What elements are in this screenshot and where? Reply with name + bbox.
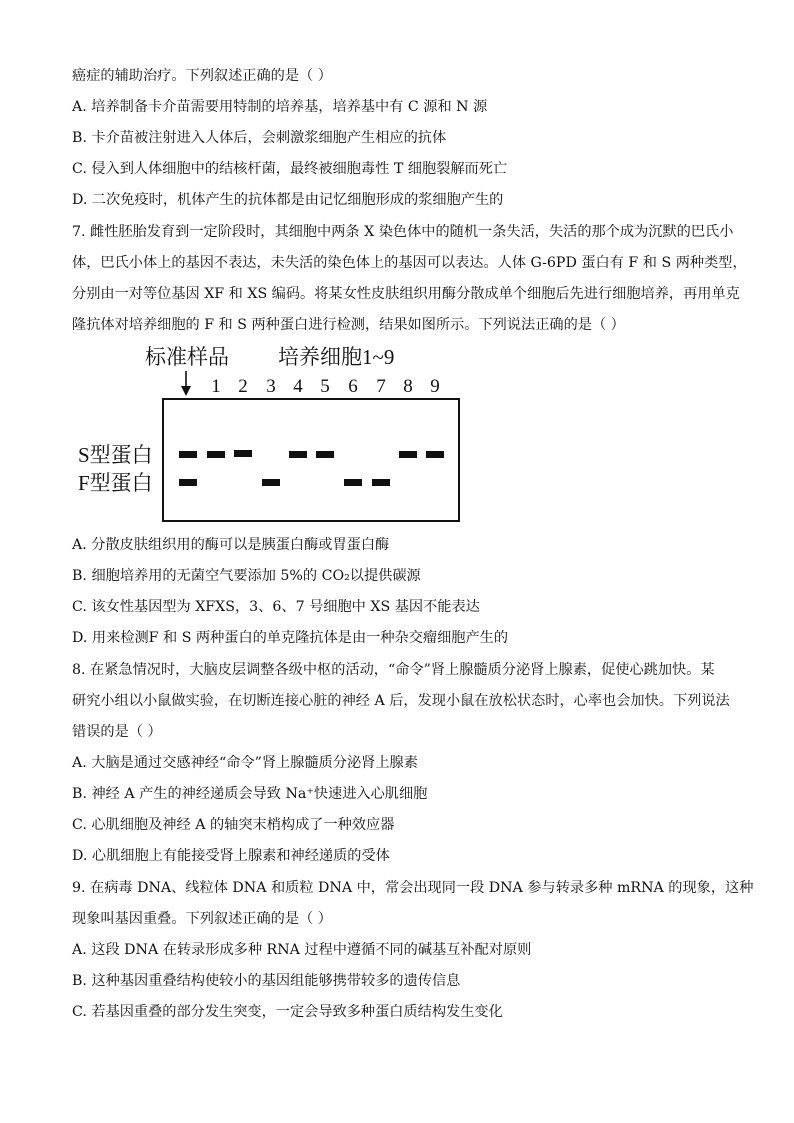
band-f-lane-3	[262, 479, 280, 486]
q8-option-c: C. 心肌细胞及神经 A 的轴突末梢构成了一种效应器	[72, 817, 395, 833]
lane-number-9: 9	[430, 376, 440, 397]
s-type-protein-label: S型蛋白	[78, 443, 153, 467]
q6-option-a: A. 培养制备卡介苗需要用特制的培养基，培养基中有 C 源和 N 源	[72, 99, 488, 115]
q9-option-a: A. 这段 DNA 在转录形成多种 RNA 过程中遵循不同的碱基互补配对原则	[72, 942, 532, 958]
band-s-lane-2	[234, 450, 252, 457]
q7-option-a: A. 分散皮肤组织用的酶可以是胰蛋白酶或胃蛋白酶	[72, 537, 390, 553]
q6-option-b: B. 卡介苗被注射进入人体后，会刺激浆细胞产生相应的抗体	[72, 130, 447, 146]
q6-stem-end: 癌症的辅助治疗。下列叙述正确的是（ ）	[72, 68, 332, 84]
band-s-lane-1	[207, 451, 225, 458]
lane-number-3: 3	[266, 376, 276, 397]
q8-stem-line-1: 8. 在紧急情况时，大脑皮层调整各级中枢的活动，“命令”肾上腺髓质分泌肾上腺素，促使心跳加快。某	[72, 662, 715, 678]
q7-stem-line-1: 7. 雌性胚胎发育到一定阶段时，其细胞中两条 X 染色体中的随机一条失活，失活的那个成为沉默的巴氏小	[72, 224, 734, 240]
q8-option-a: A. 大脑是通过交感神经“命令”肾上腺髓质分泌肾上腺素	[72, 755, 418, 771]
lane-number-6: 6	[348, 376, 358, 397]
band-s-lane-5	[316, 451, 334, 458]
lane-number-2: 2	[238, 376, 248, 397]
q7-option-d: D. 用来检测F 和 S 两种蛋白的单克隆抗体是由一种杂交瘤细胞产生的	[72, 630, 509, 646]
gel-bands	[179, 450, 444, 486]
band-s-lane-9	[426, 451, 444, 458]
lane-number-5: 5	[320, 376, 330, 397]
q9-option-b: B. 这种基因重叠结构使较小的基因组能够携带较多的遗传信息	[72, 973, 461, 989]
f-type-protein-label: F型蛋白	[78, 471, 153, 495]
band-s-lane-8	[399, 451, 417, 458]
gel-frame	[163, 399, 459, 521]
standard-sample-label: 标准样品	[145, 345, 229, 369]
q8-stem-line-2: 研究小组以小鼠做实验，在切断连接心脏的神经 A 后，发现小鼠在放松状态时，心率也会加快。下列说法	[72, 693, 730, 709]
q7-option-c: C. 该女性基因型为 XFXS，3、6、7 号细胞中 XS 基因不能表达	[72, 599, 480, 615]
q6-option-c: C. 侵入到人体细胞中的结核杆菌，最终被细胞毒性 T 细胞裂解而死亡	[72, 161, 508, 177]
q8-option-d: D. 心肌细胞上有能接受肾上腺素和神经递质的受体	[72, 848, 390, 864]
band-s-lane-4	[289, 451, 307, 458]
q8-stem-line-3: 错误的是（ ）	[72, 724, 162, 740]
lane-number-8: 8	[403, 376, 413, 397]
band-f-lane-6	[344, 479, 362, 486]
q9-stem-line-1: 9. 在病毒 DNA、线粒体 DNA 和质粒 DNA 中，常会出现同一段 DNA 参与转录多种 mRNA 的现象，这种	[72, 880, 754, 896]
band-s-lane-standard	[179, 451, 197, 458]
cultured-cells-label: 培养细胞1~9	[278, 345, 395, 369]
arrowhead-icon	[181, 386, 191, 396]
q6-option-d: D. 二次免疫时，机体产生的抗体都是由记忆细胞形成的浆细胞产生的	[72, 192, 504, 208]
q7-option-b: B. 细胞培养用的无菌空气要添加 5%的 CO₂以提供碳源	[72, 568, 421, 584]
band-f-lane-7	[372, 479, 390, 486]
lane-number-4: 4	[293, 376, 303, 397]
band-f-lane-standard	[179, 479, 197, 486]
q8-option-b: B. 神经 A 产生的神经递质会导致 Na⁺快速进入心肌细胞	[72, 786, 428, 802]
q7-stem-line-3: 分别由一对等位基因 XF 和 XS 编码。将某女性皮肤组织用酶分散成单个细胞后先进行细胞培养，再用单克	[72, 286, 740, 302]
lane-number-7: 7	[376, 376, 386, 397]
q9-stem-line-2: 现象叫基因重叠。下列叙述正确的是（ ）	[72, 911, 332, 927]
q9-option-c: C. 若基因重叠的部分发生突变，一定会导致多种蛋白质结构发生变化	[72, 1004, 503, 1020]
q7-stem-line-2: 体，巴氏小体上的基因不表达，未失活的染色体上的基因可以表达。人体 G-6PD 蛋白有 F 和 S 两种类型，	[72, 255, 747, 271]
lane-number-1: 1	[211, 376, 221, 397]
q7-stem-line-4: 隆抗体对培养细胞的 F 和 S 两种蛋白进行检测，结果如图所示。下列说法正确的是（ ）	[72, 317, 625, 333]
lane-numbers	[211, 376, 440, 397]
